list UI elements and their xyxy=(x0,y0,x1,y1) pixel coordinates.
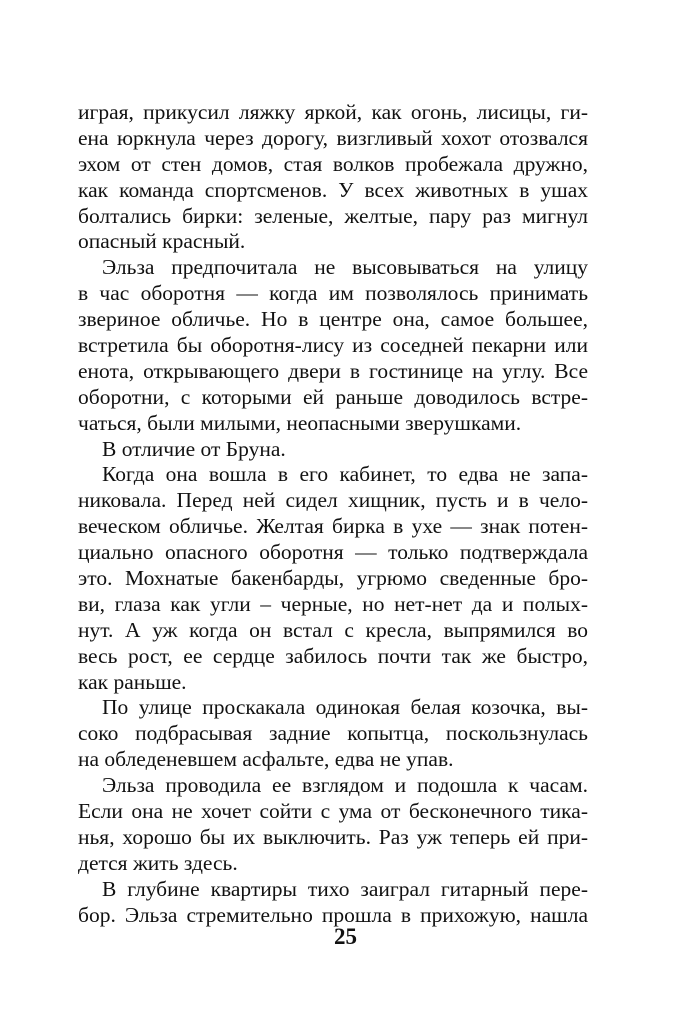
text-line: оборотни, с которыми ей раньше доводилось встре- xyxy=(78,384,588,409)
text-line: Если она не хочет сойти с ума от бесконечного тика- xyxy=(78,799,588,824)
paragraph xyxy=(78,462,588,695)
text-line: никовала. Перед ней сидел хищник, пусть и в чело- xyxy=(78,488,588,513)
text-line: как раньше. xyxy=(78,669,187,694)
text-line: болтались бирки: зеленые, желтые, пару раз мигнул xyxy=(78,203,588,228)
text-line: дется жить здесь. xyxy=(78,850,238,875)
text-line: Эльза проводила ее взглядом и подошла к часам. xyxy=(102,773,588,798)
paragraph xyxy=(78,695,588,773)
text-line: Когда она вошла в его кабинет, то едва не запа- xyxy=(102,462,588,487)
text-line: звериное обличье. Но в центре она, самое большее, xyxy=(78,307,588,332)
text-line: весь рост, ее сердце забилось почти так же быстро, xyxy=(78,643,588,668)
text-line: веческом обличье. Желтая бирка в ухе — знак потен- xyxy=(78,514,588,539)
paragraph xyxy=(78,437,588,463)
text-line: ена юркнула через дорогу, визгливый хохот отозвался xyxy=(78,125,588,150)
paragraph xyxy=(78,100,588,255)
text-line: По улице проскакала одинокая белая козочка, вы- xyxy=(102,695,588,720)
text-line: опасный красный. xyxy=(78,229,246,254)
text-line: это. Мохнатые бакенбарды, угрюмо сведенные бро- xyxy=(78,566,588,591)
text-line: эхом от стен домов, стая волков пробежала дружно, xyxy=(78,151,588,176)
text-line: соко подбрасывая задние копытца, поскользнулась xyxy=(78,721,588,746)
text-line: В глубине квартиры тихо заиграл гитарный пере- xyxy=(102,876,588,901)
text-line: встретила бы оборотня-лису из соседней пекарни или xyxy=(78,333,588,358)
text-line: как команда спортсменов. У всех животных в ушах xyxy=(78,177,588,202)
text-line: чаться, были милыми, неопасными зверушками. xyxy=(78,410,522,435)
text-line: В отличие от Бруна. xyxy=(102,436,286,461)
body-text xyxy=(78,100,588,929)
text-line: бор. Эльза стремительно прошла в прихожую, нашла xyxy=(78,902,588,927)
text-line: циально опасного оборотня — только подтверждала xyxy=(78,540,588,565)
text-line: на обледеневшем асфальте, едва не упав. xyxy=(78,747,454,772)
page-number: 25 xyxy=(334,924,357,949)
text-line: нья, хорошо бы их выключить. Раз уж теперь ей при- xyxy=(78,824,588,849)
paragraph xyxy=(78,877,588,929)
text-line: Эльза предпочитала не высовываться на улицу xyxy=(102,255,588,280)
text-line: играя, прикусил ляжку яркой, как огонь, лисицы, ги- xyxy=(78,100,588,124)
text-line: ви, глаза как угли – черные, но нет-нет да и полых- xyxy=(78,591,588,616)
text-line: в час оборотня — когда им позволялось принимать xyxy=(78,281,588,306)
paragraph xyxy=(78,255,588,436)
text-line: енота, открывающего двери в гостинице на углу. Все xyxy=(78,358,588,383)
paragraph xyxy=(78,773,588,877)
text-line: нут. А уж когда он встал с кресла, выпрямился во xyxy=(78,617,588,642)
